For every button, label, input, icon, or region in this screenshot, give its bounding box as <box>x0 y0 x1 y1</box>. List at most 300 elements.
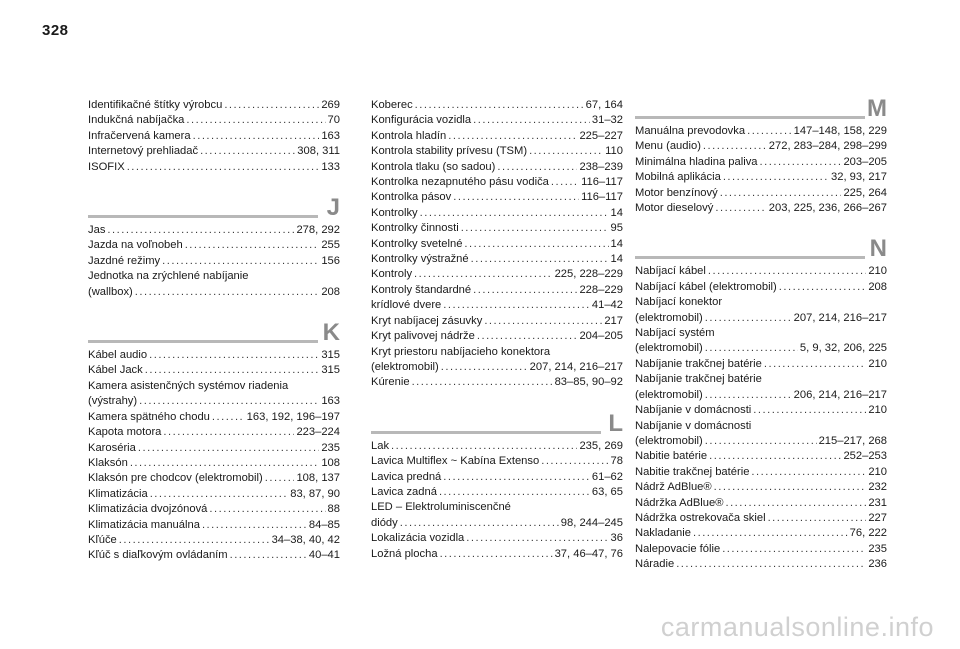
dot-leader <box>709 449 841 464</box>
section-letter: N <box>869 235 887 263</box>
dot-leader <box>400 516 559 531</box>
dot-leader <box>484 314 602 329</box>
dot-leader <box>439 485 590 500</box>
dot-leader <box>764 357 866 372</box>
page-references: 163, 192, 196–197 <box>246 410 340 423</box>
dot-leader <box>705 388 792 403</box>
index-entry <box>371 454 623 469</box>
dot-leader <box>551 175 579 190</box>
dot-leader <box>477 329 578 344</box>
index-entry <box>635 155 887 170</box>
dot-leader <box>760 155 842 170</box>
index-line <box>371 206 623 221</box>
index-term: Kábel Jack <box>88 364 143 377</box>
index-term-line: LED – Elektroluminiscenčné <box>371 501 511 514</box>
page-references: 208 <box>321 285 340 298</box>
section-divider <box>88 215 318 218</box>
index-term: Karoséria <box>88 441 136 454</box>
dot-leader <box>453 190 579 205</box>
index-line <box>371 516 623 531</box>
page-references: 255 <box>321 239 340 252</box>
index-entry <box>371 206 623 221</box>
dot-leader <box>414 267 553 282</box>
index-term: Nabíjanie v domácnosti <box>635 404 752 417</box>
page-references: 70 <box>327 114 340 127</box>
index-term: Klimatizácia manuálna <box>88 518 200 531</box>
index-term: Konfigurácia vozidla <box>371 114 472 127</box>
index-entry <box>371 252 623 267</box>
page-references: 147–148, 158, 229 <box>793 125 887 137</box>
index-line <box>371 98 623 113</box>
dot-leader <box>200 144 295 159</box>
page-references: 32, 93, 217 <box>831 171 887 184</box>
index-entry <box>371 160 623 175</box>
index-line <box>635 264 887 279</box>
page-references: 40–41 <box>308 549 340 562</box>
index-entry <box>371 190 623 205</box>
index-term: (elektromobil) <box>371 360 439 373</box>
dot-leader <box>497 160 577 175</box>
page-references: 14 <box>610 253 623 266</box>
page-references: 210 <box>868 404 887 417</box>
index-entry <box>88 502 340 517</box>
index-line <box>88 394 340 409</box>
page-references: 235 <box>321 441 340 454</box>
index-term: Nádržka ostrekovača skiel <box>635 511 766 524</box>
index-term: Koberec <box>371 99 413 111</box>
page-references: 108, 137 <box>296 472 340 485</box>
index-term: Kapota motora <box>88 426 162 439</box>
index-column-3 <box>635 95 887 595</box>
dot-leader <box>127 160 320 175</box>
dot-leader <box>420 206 609 221</box>
index-entry <box>371 144 623 159</box>
page-references: 95 <box>610 222 623 235</box>
page-references: 252–253 <box>843 450 887 463</box>
index-entry <box>88 379 340 410</box>
page-references: 133 <box>321 160 340 173</box>
index-line <box>88 410 340 425</box>
index-term: Nabitie batérie <box>635 450 708 463</box>
index-line <box>635 357 887 372</box>
index-term: Kľúče <box>88 533 117 546</box>
index-term: Mobilná aplikácia <box>635 171 721 184</box>
page-number: 328 <box>42 22 69 39</box>
section-letter: J <box>326 194 340 222</box>
dot-leader <box>265 471 295 486</box>
page-references: 235 <box>868 542 887 555</box>
index-line <box>88 113 340 128</box>
dot-leader <box>230 548 307 563</box>
index-entry <box>88 410 340 425</box>
dot-leader <box>443 470 590 485</box>
index-line <box>635 388 887 403</box>
index-term: Manuálna prevodovka <box>635 125 746 137</box>
index-term: Kontroly štandardné <box>371 283 472 296</box>
index-line <box>371 360 623 375</box>
index-entry <box>371 547 623 562</box>
index-entry <box>635 511 887 526</box>
dot-leader <box>149 348 319 363</box>
index-entry <box>88 113 340 128</box>
page-references: 63, 65 <box>591 485 623 498</box>
index-line <box>635 496 887 511</box>
index-term: Kontrolka pásov <box>371 191 452 204</box>
section-header <box>88 194 340 222</box>
index-entry <box>371 237 623 252</box>
page-references: 217 <box>604 314 623 327</box>
page-references: 78 <box>610 455 623 468</box>
index-line <box>635 170 887 185</box>
index-term: Kontrola stability prívesu (TSM) <box>371 145 528 158</box>
index-entry <box>635 449 887 464</box>
page-references: 225, 264 <box>843 186 887 199</box>
index-entry <box>635 201 887 216</box>
index-term: Kontrolky výstražné <box>371 253 469 266</box>
index-term: Klaksón <box>88 456 128 469</box>
index-term: Jazda na voľnobeh <box>88 239 183 252</box>
page-references: 210 <box>868 265 887 278</box>
index-term: Nakladanie <box>635 527 691 540</box>
index-line <box>635 311 887 326</box>
section-divider <box>371 431 601 434</box>
index-entry <box>635 542 887 557</box>
index-line <box>635 201 887 216</box>
dot-leader <box>693 526 848 541</box>
index-term: Nabíjací kábel (elektromobil) <box>635 280 777 293</box>
index-entry <box>88 348 340 363</box>
index-entry <box>371 314 623 329</box>
dot-leader <box>186 113 325 128</box>
index-entry <box>371 485 623 500</box>
index-line <box>635 434 887 449</box>
index-entry <box>635 186 887 201</box>
index-line <box>371 375 623 390</box>
dot-leader <box>751 465 866 480</box>
dot-leader <box>135 285 320 300</box>
page-references: 272, 283–284, 298–299 <box>768 140 887 153</box>
dot-leader <box>768 511 867 526</box>
index-term: Kontrola hladín <box>371 129 447 142</box>
index-line <box>635 542 887 557</box>
index-line <box>635 526 887 541</box>
index-line <box>88 285 340 300</box>
index-entry <box>371 221 623 236</box>
page-references: 88 <box>327 503 340 516</box>
page-references: 228–229 <box>579 283 623 296</box>
page-references: 36 <box>610 532 623 545</box>
index-term: Klaksón pre chodcov (elektromobil) <box>88 472 263 485</box>
index-term-line: Jednotka na zrýchlené nabíjanie <box>88 270 249 283</box>
index-term-line: Nabíjanie trakčnej batérie <box>635 373 762 386</box>
index-section <box>371 98 623 391</box>
dot-leader <box>473 113 590 128</box>
index-term: Kontrolky svetelné <box>371 237 463 250</box>
index-term: Kontrolka nezapnutého pásu vodiča <box>371 176 549 189</box>
index-entry <box>635 372 887 403</box>
dot-leader <box>139 394 319 409</box>
index-term: Jas <box>88 224 106 237</box>
page-references: 232 <box>868 481 887 494</box>
dot-leader <box>705 311 792 326</box>
index-line <box>88 129 340 144</box>
dot-leader <box>185 238 320 253</box>
page-references: 208 <box>868 280 887 293</box>
dot-leader <box>473 283 577 298</box>
index-line <box>88 441 340 456</box>
index-entry <box>88 548 340 563</box>
index-term: Lavica zadná <box>371 485 437 498</box>
page-references: 269 <box>321 99 340 111</box>
index-line <box>371 237 623 252</box>
index-entry <box>371 283 623 298</box>
index-line <box>371 175 623 190</box>
page-references: 215–217, 268 <box>818 434 887 447</box>
index-line <box>88 254 340 269</box>
index-term-line: Kamera asistenčných systémov riadenia <box>88 379 289 392</box>
index-entry <box>88 456 340 471</box>
index-line <box>635 124 887 139</box>
index-line <box>88 548 340 563</box>
index-term: ISOFIX <box>88 160 125 173</box>
index-line <box>635 449 887 464</box>
index-term: (wallbox) <box>88 285 133 298</box>
index-entry <box>635 557 887 572</box>
index-line <box>371 298 623 313</box>
index-term: Identifikačné štítky výrobcu <box>88 99 223 111</box>
page-references: 83, 87, 90 <box>290 487 340 500</box>
dot-leader <box>722 542 866 557</box>
index-entry <box>635 465 887 480</box>
dot-leader <box>130 456 320 471</box>
dot-leader <box>441 360 528 375</box>
index-entry <box>88 363 340 378</box>
dot-leader <box>212 410 245 425</box>
index-entry <box>88 238 340 253</box>
index-section-k <box>88 319 340 564</box>
section-letter: M <box>867 95 887 122</box>
index-line <box>635 139 887 154</box>
index-entry <box>371 113 623 128</box>
dot-leader <box>119 533 270 548</box>
dot-leader <box>193 129 320 144</box>
index-line <box>371 454 623 469</box>
index-line <box>371 129 623 144</box>
dot-leader <box>705 341 798 356</box>
index-line <box>371 485 623 500</box>
page-references: 14 <box>610 206 623 219</box>
page-references: 207, 214, 216–217 <box>793 311 887 324</box>
page-references: 163 <box>321 129 340 142</box>
index-column-1 <box>88 98 340 586</box>
index-line <box>371 314 623 329</box>
index-entry <box>88 441 340 456</box>
index-term: Kontrolky činnosti <box>371 222 459 235</box>
page-references: 83–85, 90–92 <box>554 376 623 389</box>
dot-leader <box>715 201 766 216</box>
page-references: 203–205 <box>843 155 887 168</box>
index-entry <box>88 518 340 533</box>
index-line <box>88 363 340 378</box>
index-line <box>635 465 887 480</box>
index-term: Kamera spätného chodu <box>88 410 210 423</box>
dot-leader <box>466 531 608 546</box>
index-line <box>88 144 340 159</box>
index-entry <box>635 419 887 450</box>
page-references: 315 <box>321 349 340 362</box>
index-line <box>88 456 340 471</box>
page-references: 308, 311 <box>297 145 340 158</box>
index-line <box>371 113 623 128</box>
index-line <box>635 557 887 572</box>
index-entry <box>371 375 623 390</box>
index-line <box>371 190 623 205</box>
page-references: 278, 292 <box>296 224 340 237</box>
index-term: Minimálna hladina paliva <box>635 155 758 168</box>
index-line <box>371 329 623 344</box>
index-line <box>88 348 340 363</box>
dot-leader <box>725 496 866 511</box>
dot-leader <box>163 425 294 440</box>
index-entry <box>88 144 340 159</box>
index-line <box>88 471 340 486</box>
page-references: 203, 225, 236, 266–267 <box>768 202 887 215</box>
page-references: 231 <box>868 496 887 509</box>
page-references: 315 <box>321 364 340 377</box>
section-letter: L <box>608 409 623 437</box>
index-term: (výstrahy) <box>88 395 138 408</box>
page-references: 14 <box>610 237 623 250</box>
index-line <box>635 155 887 170</box>
page-references: 235, 269 <box>579 439 623 452</box>
index-entry <box>635 264 887 279</box>
page-references: 84–85 <box>308 518 340 531</box>
page-references: 163 <box>321 395 340 408</box>
index-term: Náradie <box>635 558 675 571</box>
dot-leader <box>391 439 577 454</box>
index-entry <box>88 269 340 300</box>
section-letter: K <box>322 319 340 347</box>
page-references: 37, 46–47, 76 <box>554 547 623 560</box>
index-term: diódy <box>371 516 398 529</box>
index-line <box>635 480 887 495</box>
index-entry <box>635 496 887 511</box>
index-entry <box>371 345 623 376</box>
index-line <box>371 160 623 175</box>
index-term: Kryt palivovej nádrže <box>371 330 475 343</box>
index-term: Kontrola tlaku (so sadou) <box>371 160 496 173</box>
index-term-line: Nabíjanie v domácnosti <box>635 419 752 432</box>
index-entry <box>371 500 623 531</box>
dot-leader <box>720 186 842 201</box>
index-entry <box>635 326 887 357</box>
index-entry <box>635 295 887 326</box>
index-column-2 <box>371 98 623 584</box>
page-references: 31–32 <box>591 114 623 127</box>
index-section-n <box>635 235 887 572</box>
dot-leader <box>471 252 609 267</box>
dot-leader <box>461 221 609 236</box>
index-entry <box>371 531 623 546</box>
dot-leader <box>412 375 553 390</box>
index-entry <box>88 425 340 440</box>
dot-leader <box>415 98 584 113</box>
dot-leader <box>747 124 792 139</box>
page-references: 206, 214, 216–217 <box>793 388 887 401</box>
dot-leader <box>162 254 319 269</box>
index-term: krídlové dvere <box>371 299 442 312</box>
index-line <box>88 487 340 502</box>
index-entry <box>371 267 623 282</box>
dot-leader <box>443 298 590 313</box>
index-line <box>371 144 623 159</box>
index-term: Kľúč s diaľkovým ovládaním <box>88 549 228 562</box>
dot-leader <box>440 547 553 562</box>
page-references: 204–205 <box>579 330 623 343</box>
index-entry <box>88 533 340 548</box>
index-term: Nabíjací kábel <box>635 265 706 278</box>
index-term: Kúrenie <box>371 376 410 389</box>
index-entry <box>635 480 887 495</box>
index-line <box>371 252 623 267</box>
index-entry <box>635 526 887 541</box>
index-entry <box>635 280 887 295</box>
index-line <box>88 502 340 517</box>
index-term: (elektromobil) <box>635 388 703 401</box>
index-entry <box>371 470 623 485</box>
dot-leader <box>138 441 319 456</box>
index-entry <box>88 129 340 144</box>
index-entry <box>371 98 623 113</box>
page-references: 225, 228–229 <box>554 268 623 281</box>
section-header <box>371 409 623 437</box>
index-term: Jazdné režimy <box>88 254 161 267</box>
page-references: 210 <box>868 465 887 478</box>
index-section-l <box>371 409 623 562</box>
index-term: Klimatizácia dvojzónová <box>88 503 208 516</box>
index-entry <box>635 124 887 139</box>
dot-leader <box>708 264 866 279</box>
index-section-j <box>88 194 340 300</box>
index-line <box>635 186 887 201</box>
index-line <box>371 470 623 485</box>
index-term: Nádrž AdBlue® <box>635 481 712 494</box>
index-term: Internetový prehliadač <box>88 145 199 158</box>
index-term: Lavica predná <box>371 470 442 483</box>
index-term: Indukčná nabíjačka <box>88 114 185 127</box>
index-entry <box>371 329 623 344</box>
page-references: 225–227 <box>579 129 623 142</box>
index-line <box>371 439 623 454</box>
dot-leader <box>224 98 319 113</box>
page-references: 227 <box>868 511 887 524</box>
index-entry <box>88 254 340 269</box>
index-term: Lak <box>371 439 390 452</box>
section-header <box>635 235 887 263</box>
page-references: 67, 164 <box>585 99 623 111</box>
index-entry <box>88 223 340 238</box>
index-term: (elektromobil) <box>635 311 703 324</box>
index-line <box>88 238 340 253</box>
index-entry <box>635 139 887 154</box>
dot-leader <box>779 280 867 295</box>
index-term: Kontrolky <box>371 206 418 219</box>
page-references: 34–38, 40, 42 <box>271 533 340 546</box>
dot-leader <box>541 454 608 469</box>
page-references: 98, 244–245 <box>560 516 623 529</box>
index-term: Nabitie trakčnej batérie <box>635 465 750 478</box>
index-line <box>635 280 887 295</box>
